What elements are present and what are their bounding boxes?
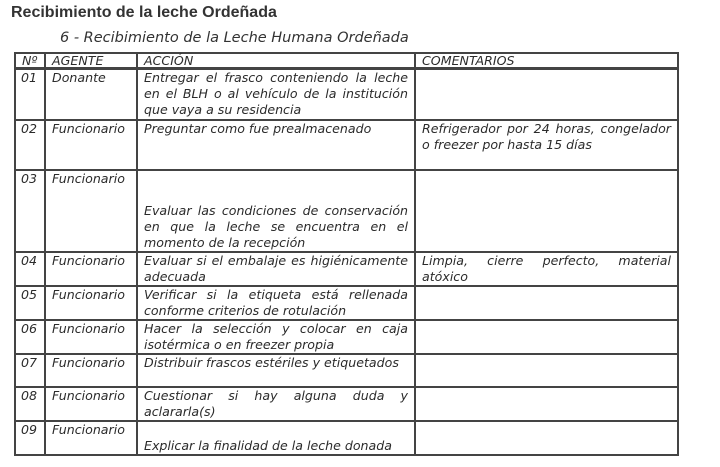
row-comentarios	[415, 170, 678, 252]
row-comentarios	[415, 387, 678, 421]
table-row	[15, 170, 678, 252]
row-agente: Funcionario	[45, 286, 137, 320]
row-accion: Distribuir frascos estériles y etiquetados	[137, 354, 415, 387]
row-comentarios	[415, 320, 678, 354]
row-agente: Funcionario	[45, 252, 137, 286]
table-row	[15, 252, 678, 286]
row-agente: Donante	[45, 69, 137, 121]
row-num: 03	[15, 170, 45, 252]
table-row	[15, 354, 678, 387]
row-agente: Funcionario	[45, 387, 137, 421]
header-agente: AGENTE	[45, 53, 137, 69]
row-num: 01	[15, 69, 45, 121]
table-row	[15, 120, 678, 170]
row-accion: Evaluar si el embalaje es higiénicamente adecuada	[137, 252, 415, 286]
row-accion: Hacer la selección y colocar en caja isotérmica o en freezer propia	[137, 320, 415, 354]
row-accion: Preguntar como fue prealmacenado	[137, 120, 415, 170]
row-accion: Explicar la finalidad de la leche donada	[137, 421, 415, 455]
row-accion: Evaluar las condiciones de conservación en que la leche se encuentra en el momento de la recepción	[137, 170, 415, 252]
table-row	[15, 421, 678, 455]
row-num: 08	[15, 387, 45, 421]
table-row	[15, 320, 678, 354]
row-num: 09	[15, 421, 45, 455]
row-agente: Funcionario	[45, 320, 137, 354]
row-comentarios: Limpia, cierre perfecto, material atóxico	[415, 252, 678, 286]
row-agente: Funcionario	[45, 354, 137, 387]
table-row	[15, 286, 678, 320]
row-comentarios	[415, 286, 678, 320]
row-agente: Funcionario	[45, 170, 137, 252]
document-heading: Recibimiento de la leche Ordeñada	[11, 4, 277, 21]
row-comentarios	[415, 421, 678, 455]
section-subtitle: 6 - Recibimiento de la Leche Humana Ordeñada	[60, 30, 409, 46]
row-accion: Verificar si la etiqueta está rellenada conforme criterios de rotulación	[137, 286, 415, 320]
row-num: 07	[15, 354, 45, 387]
row-comentarios	[415, 354, 678, 387]
header-comentarios: COMENTARIOS	[415, 53, 678, 69]
row-num: 06	[15, 320, 45, 354]
procedure-table	[14, 52, 679, 456]
header-accion: ACCIÓN	[137, 53, 415, 69]
row-agente: Funcionario	[45, 120, 137, 170]
row-agente: Funcionario	[45, 421, 137, 455]
row-num: 02	[15, 120, 45, 170]
row-accion: Cuestionar si hay alguna duda y aclararla(s)	[137, 387, 415, 421]
row-accion: Entregar el frasco conteniendo la leche en el BLH o al vehículo de la institución que vaya a su residencia	[137, 69, 415, 121]
row-num: 04	[15, 252, 45, 286]
table-header-row	[15, 53, 678, 69]
table-row	[15, 387, 678, 421]
table-row	[15, 69, 678, 121]
row-num: 05	[15, 286, 45, 320]
row-comentarios: Refrigerador por 24 horas, congelador o freezer por hasta 15 días	[415, 120, 678, 170]
row-comentarios	[415, 69, 678, 121]
header-num: Nº	[15, 53, 45, 69]
